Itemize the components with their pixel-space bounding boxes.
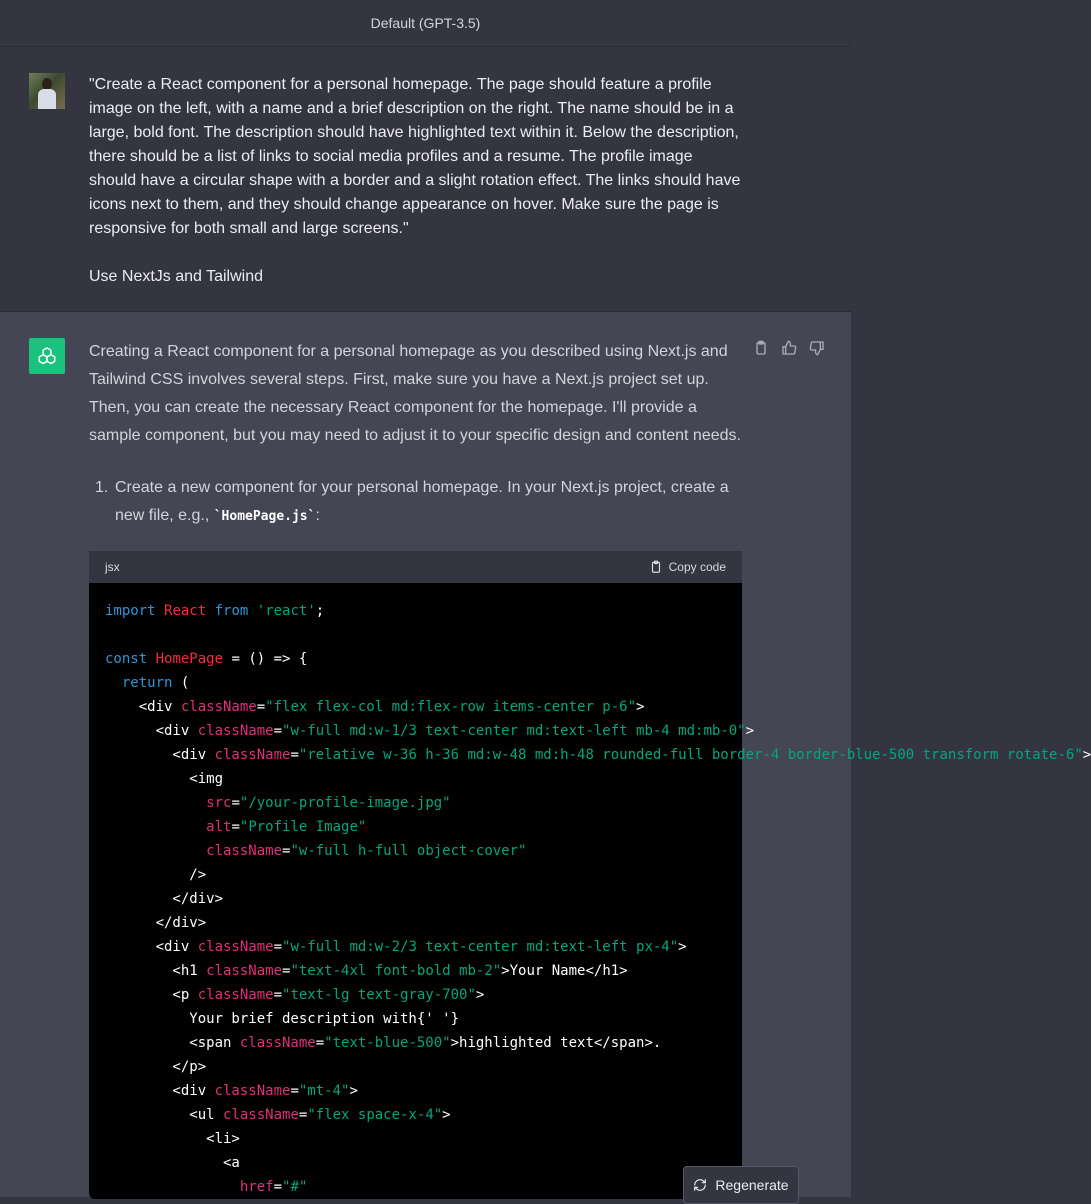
thumbs-up-icon[interactable] bbox=[781, 340, 799, 358]
clipboard-icon bbox=[649, 560, 663, 574]
user-message-content bbox=[89, 73, 741, 285]
assistant-intro-text: Creating a React component for a personal homepage as you described using Next.js and Tailwind CSS involves several steps. First, make sure you have a Next.js project set up. Then, you can create the necessary React component for the homepage. I'll provide a sample component, but you may need to adjust it to your specific design and content needs. bbox=[89, 343, 741, 444]
step-text-before: Create a new component for your personal homepage. In your Next.js project, create a new file, e.g., bbox=[115, 479, 729, 524]
top-bar bbox=[0, 0, 851, 47]
code-content: import React from 'react'; const HomePage = () => { return ( <div className="flex flex-col md:flex-row items-center p-6"> <div className="w-full md:w-1/3 text-center md:text-left mb-4 md:mb-0"> <div className="relative w-36 h-36 md:w-48 md:h-48 rounded-full border-4 border-blue-500 transform rotate-6"> <img src="/your-profile-image.jpg" alt="Profile Image" className="w-full h-full object-cover" /> </div> </div> <div className="w-full md:w-2/3 text-center md:text-left px-4"> <h1 className="text-4xl font-bold mb-2">Your Name</h1> <p className="text-lg text-gray-700"> Your brief description with{' '} <span className="text-blue-500">highlighted text</span>. </p> <div className="mt-4"> <ul className="flex space-x-4"> <li> <a href="#" bbox=[105, 603, 1091, 1195]
chatgpt-logo-icon bbox=[29, 338, 65, 374]
inline-code: `HomePage.js` bbox=[213, 509, 316, 524]
refresh-icon bbox=[693, 1178, 707, 1192]
regenerate-label: Regenerate bbox=[715, 1177, 789, 1193]
user-avatar bbox=[29, 73, 65, 109]
step-text bbox=[115, 474, 741, 531]
user-prompt-text: "Create a React component for a personal homepage. The page should feature a profile image on the left, with a name and a brief description on the right. The name should be in a large, bold font. The description should have highlighted text within it. Below the description, there should be a list of links to social media profiles and a resume. The profile image should have a circular shape with a border and a slight rotation effect. The links should have icons next to them, and they should change appearance on hover. Make sure the page is responsive for both small and large screens." bbox=[89, 76, 741, 237]
list-item bbox=[95, 474, 741, 531]
message-actions bbox=[753, 340, 827, 358]
user-prompt-text-2: Use NextJs and Tailwind bbox=[89, 268, 264, 285]
step-number: 1. bbox=[95, 479, 109, 496]
step-text-after: : bbox=[315, 507, 320, 524]
model-label[interactable]: Default (GPT-3.5) bbox=[370, 15, 481, 31]
thumbs-down-icon[interactable] bbox=[809, 340, 827, 358]
clipboard-icon[interactable] bbox=[753, 340, 771, 358]
steps-list bbox=[89, 474, 741, 531]
assistant-message bbox=[0, 312, 1091, 1197]
copy-code-button[interactable] bbox=[649, 553, 726, 581]
regenerate-button[interactable] bbox=[683, 1166, 799, 1204]
code-block-header bbox=[89, 551, 742, 583]
code-language-label: jsx bbox=[105, 560, 120, 574]
user-message bbox=[0, 47, 851, 312]
copy-code-label: Copy code bbox=[668, 560, 726, 574]
